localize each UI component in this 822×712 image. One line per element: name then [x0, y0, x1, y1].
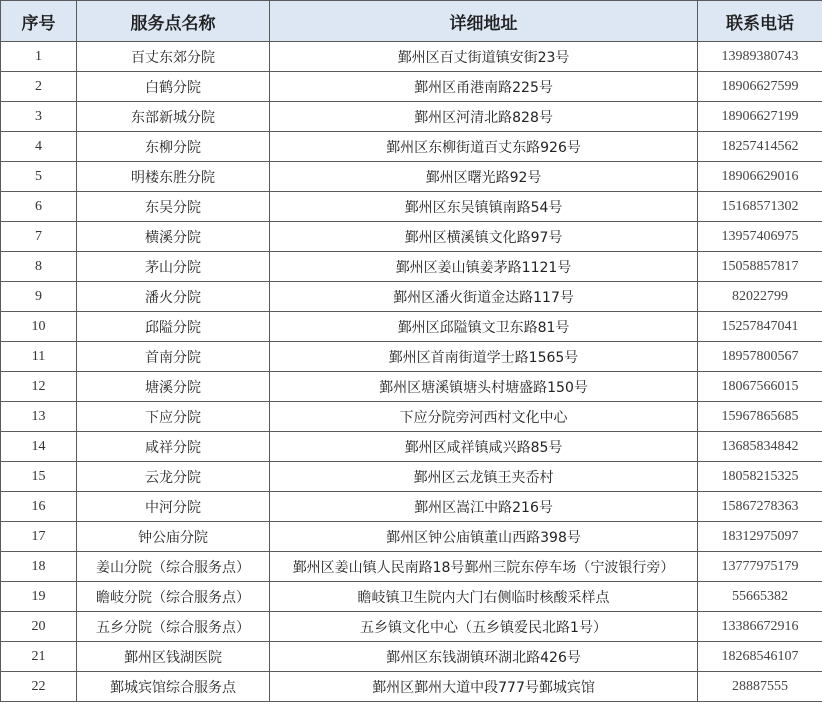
- row-name: 茅山分院: [77, 252, 270, 282]
- row-seq: 8: [1, 252, 77, 282]
- row-seq: 18: [1, 552, 77, 582]
- row-name: 首南分院: [77, 342, 270, 372]
- row-phone: 15867278363: [698, 492, 822, 522]
- row-address: 鄞州区东钱湖镇环湖北路426号: [270, 642, 698, 672]
- row-address: 鄞州区东柳街道百丈东路926号: [270, 132, 698, 162]
- row-address: 下应分院旁河西村文化中心: [270, 402, 698, 432]
- row-seq: 11: [1, 342, 77, 372]
- row-name: 中河分院: [77, 492, 270, 522]
- row-phone: 15257847041: [698, 312, 822, 342]
- table-header-row: [1, 1, 822, 42]
- table-row: [1, 672, 822, 702]
- row-phone: 28887555: [698, 672, 822, 702]
- row-address: 五乡镇文化中心（五乡镇爱民北路1号）: [270, 612, 698, 642]
- table-row: [1, 462, 822, 492]
- header-phone: 联系电话: [698, 1, 822, 42]
- table-row: [1, 162, 822, 192]
- row-name: 云龙分院: [77, 462, 270, 492]
- row-name: 塘溪分院: [77, 372, 270, 402]
- row-address: 鄞州区姜山镇人民南路18号鄞州三院东停车场（宁波银行旁）: [270, 552, 698, 582]
- row-phone: 15168571302: [698, 192, 822, 222]
- row-name: 鄞州区钱湖医院: [77, 642, 270, 672]
- row-phone: 18957800567: [698, 342, 822, 372]
- row-address: 鄞州区咸祥镇咸兴路85号: [270, 432, 698, 462]
- row-seq: 16: [1, 492, 77, 522]
- table-body: [1, 42, 822, 702]
- table-row: [1, 72, 822, 102]
- row-seq: 5: [1, 162, 77, 192]
- row-address: 鄞州区塘溪镇塘头村塘盛路150号: [270, 372, 698, 402]
- row-address: 鄞州区横溪镇文化路97号: [270, 222, 698, 252]
- header-seq: 序号: [1, 1, 77, 42]
- row-phone: 18906627199: [698, 102, 822, 132]
- row-name: 东部新城分院: [77, 102, 270, 132]
- row-phone: 82022799: [698, 282, 822, 312]
- row-address: 鄞州区曙光路92号: [270, 162, 698, 192]
- row-phone: 18257414562: [698, 132, 822, 162]
- row-phone: 18268546107: [698, 642, 822, 672]
- row-seq: 17: [1, 522, 77, 552]
- table-row: [1, 342, 822, 372]
- row-phone: 13777975179: [698, 552, 822, 582]
- row-phone: 18058215325: [698, 462, 822, 492]
- table-row: [1, 432, 822, 462]
- row-seq: 10: [1, 312, 77, 342]
- row-address: 鄞州区潘火街道金达路117号: [270, 282, 698, 312]
- row-name: 五乡分院（综合服务点）: [77, 612, 270, 642]
- row-address: 鄞州区首南街道学士路1565号: [270, 342, 698, 372]
- row-name: 钟公庙分院: [77, 522, 270, 552]
- row-seq: 2: [1, 72, 77, 102]
- row-name: 咸祥分院: [77, 432, 270, 462]
- row-seq: 1: [1, 42, 77, 72]
- row-name: 姜山分院（综合服务点）: [77, 552, 270, 582]
- table-row: [1, 252, 822, 282]
- row-seq: 22: [1, 672, 77, 702]
- table-row: [1, 402, 822, 432]
- row-name: 瞻岐分院（综合服务点）: [77, 582, 270, 612]
- row-seq: 12: [1, 372, 77, 402]
- row-name: 东吴分院: [77, 192, 270, 222]
- row-seq: 4: [1, 132, 77, 162]
- table-row: [1, 552, 822, 582]
- row-address: 鄞州区东吴镇镇南路54号: [270, 192, 698, 222]
- row-address: 鄞州区钟公庙镇董山西路398号: [270, 522, 698, 552]
- row-address: 瞻岐镇卫生院内大门右侧临时核酸采样点: [270, 582, 698, 612]
- row-seq: 21: [1, 642, 77, 672]
- table-row: [1, 312, 822, 342]
- row-phone: 18067566015: [698, 372, 822, 402]
- row-name: 横溪分院: [77, 222, 270, 252]
- row-seq: 13: [1, 402, 77, 432]
- row-seq: 14: [1, 432, 77, 462]
- table-row: [1, 282, 822, 312]
- row-seq: 9: [1, 282, 77, 312]
- row-seq: 3: [1, 102, 77, 132]
- row-seq: 15: [1, 462, 77, 492]
- row-name: 鄞城宾馆综合服务点: [77, 672, 270, 702]
- row-address: 鄞州区鄞州大道中段777号鄞城宾馆: [270, 672, 698, 702]
- row-name: 下应分院: [77, 402, 270, 432]
- table-row: [1, 612, 822, 642]
- row-seq: 20: [1, 612, 77, 642]
- row-name: 邱隘分院: [77, 312, 270, 342]
- row-address: 鄞州区邱隘镇文卫东路81号: [270, 312, 698, 342]
- row-phone: 13685834842: [698, 432, 822, 462]
- table-row: [1, 102, 822, 132]
- row-address: 鄞州区云龙镇王夹岙村: [270, 462, 698, 492]
- table-row: [1, 192, 822, 222]
- row-name: 百丈东郊分院: [77, 42, 270, 72]
- header-address: 详细地址: [270, 1, 698, 42]
- table-row: [1, 372, 822, 402]
- row-phone: 15058857817: [698, 252, 822, 282]
- row-phone: 18906629016: [698, 162, 822, 192]
- row-phone: 18906627599: [698, 72, 822, 102]
- row-phone: 18312975097: [698, 522, 822, 552]
- header-name: 服务点名称: [77, 1, 270, 42]
- row-phone: 13957406975: [698, 222, 822, 252]
- row-address: 鄞州区姜山镇姜茅路1121号: [270, 252, 698, 282]
- table-row: [1, 222, 822, 252]
- row-phone: 55665382: [698, 582, 822, 612]
- row-seq: 7: [1, 222, 77, 252]
- row-address: 鄞州区百丈街道镇安街23号: [270, 42, 698, 72]
- table-row: [1, 42, 822, 72]
- row-address: 鄞州区嵩江中路216号: [270, 492, 698, 522]
- row-address: 鄞州区甬港南路225号: [270, 72, 698, 102]
- row-phone: 13386672916: [698, 612, 822, 642]
- table-row: [1, 492, 822, 522]
- row-seq: 6: [1, 192, 77, 222]
- row-address: 鄞州区河清北路828号: [270, 102, 698, 132]
- row-phone: 15967865685: [698, 402, 822, 432]
- row-name: 潘火分院: [77, 282, 270, 312]
- row-name: 明楼东胜分院: [77, 162, 270, 192]
- table-row: [1, 132, 822, 162]
- row-name: 东柳分院: [77, 132, 270, 162]
- table-row: [1, 642, 822, 672]
- row-phone: 13989380743: [698, 42, 822, 72]
- table-row: [1, 582, 822, 612]
- row-name: 白鹤分院: [77, 72, 270, 102]
- table-row: [1, 522, 822, 552]
- row-seq: 19: [1, 582, 77, 612]
